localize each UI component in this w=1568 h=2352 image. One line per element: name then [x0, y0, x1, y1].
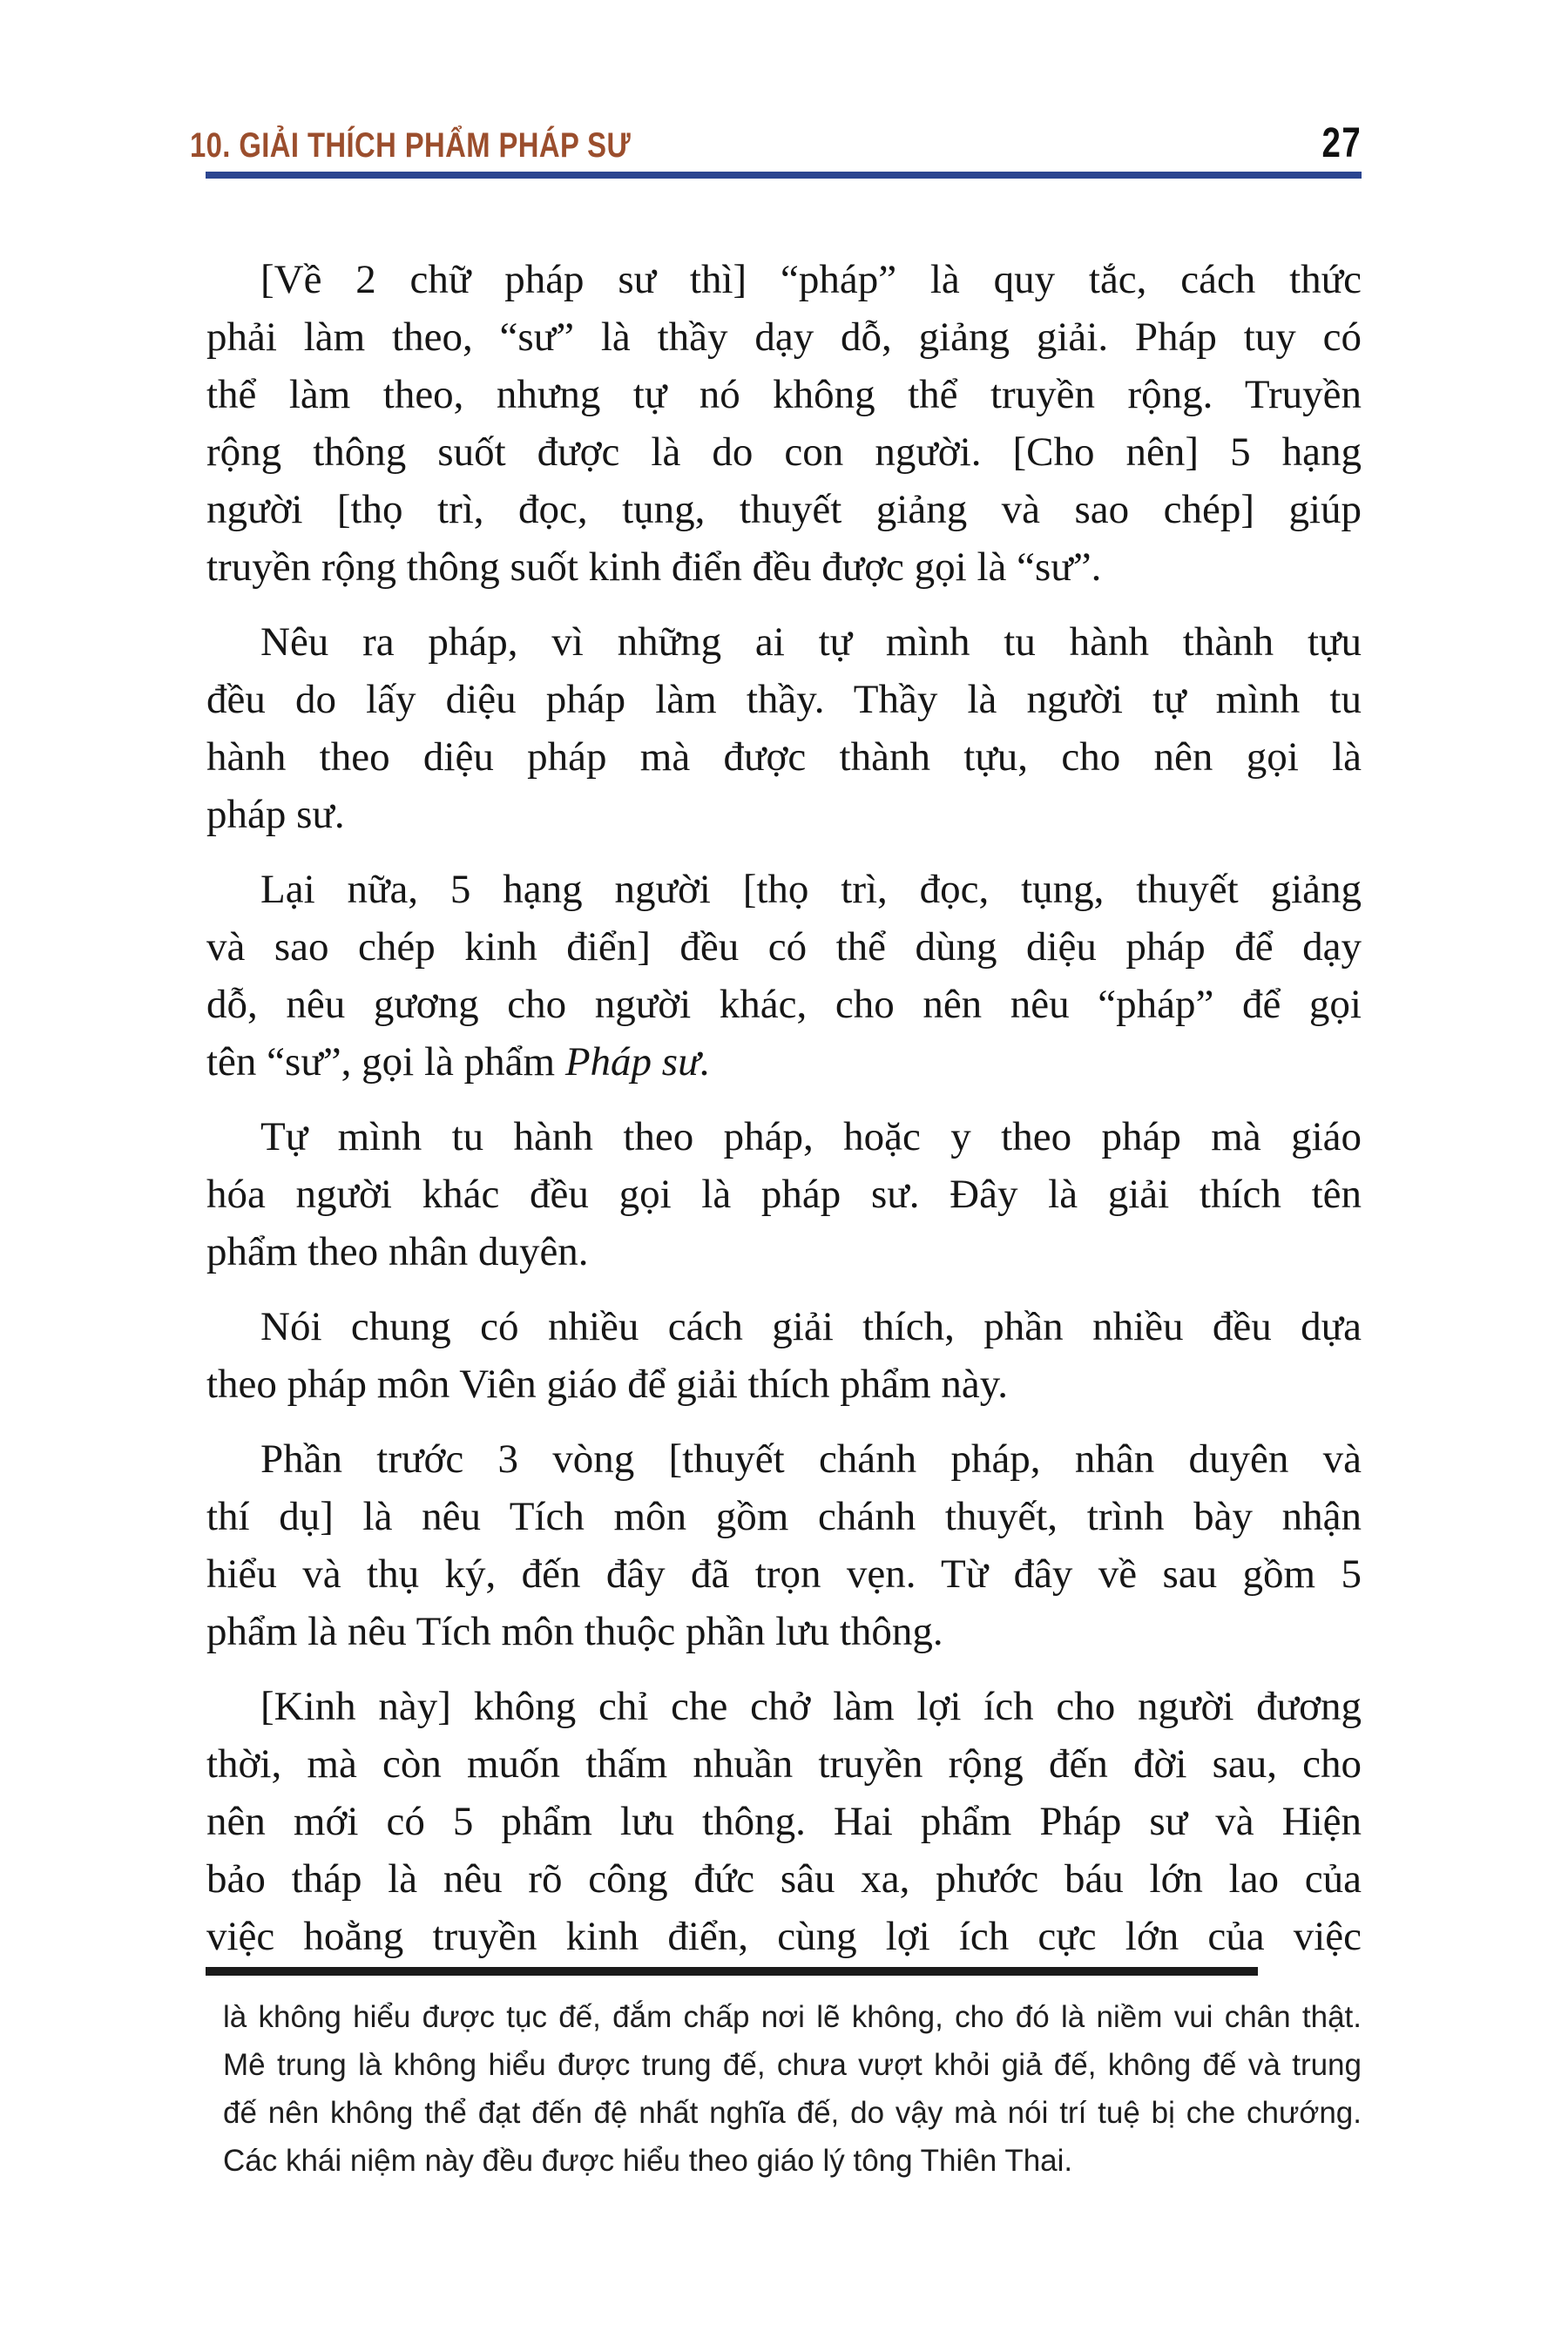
text-line: phẩm theo nhân duyên.	[206, 1229, 589, 1274]
text-line	[206, 1033, 1362, 1091]
running-header	[190, 120, 1362, 172]
footnote-rule	[206, 1967, 1258, 1976]
text-line: nên mới có 5 phẩm lưu thông. Hai phẩm Pháp sư và Hiện	[206, 1799, 1362, 1844]
text-line: Lại nữa, 5 hạng người [thọ trì, đọc, tụng, thuyết giảng	[260, 867, 1362, 912]
paragraph-6	[206, 1430, 1362, 1660]
paragraph-4	[206, 1108, 1362, 1281]
chapter-title: 10. GIẢI THÍCH PHẨM PHÁP SƯ	[190, 126, 632, 165]
footnote	[223, 1993, 1362, 2185]
text-line: hóa người khác đều gọi là pháp sư. Đây là giải thích tên	[206, 1172, 1362, 1217]
text-line: việc hoằng truyền kinh điển, cùng lợi ích cực lớn của việc	[206, 1914, 1362, 1959]
text-line: theo pháp môn Viên giáo để giải thích phẩm này.	[206, 1362, 1008, 1407]
text-line: Phần trước 3 vòng [thuyết chánh pháp, nhân duyên và	[260, 1436, 1362, 1482]
text-line: thể làm theo, nhưng tự nó không thể truyền rộng. Truyền	[206, 372, 1362, 417]
text-line: dỗ, nêu gương cho người khác, cho nên nêu “pháp” để gọi	[206, 982, 1362, 1027]
text-line: đều do lấy diệu pháp làm thầy. Thầy là người tự mình tu	[206, 677, 1362, 722]
page-number: 27	[1321, 120, 1362, 166]
paragraph-5	[206, 1298, 1362, 1413]
text-line: Nói chung có nhiều cách giải thích, phần nhiều đều dựa	[260, 1304, 1362, 1349]
header-rule	[206, 172, 1362, 179]
text-line: hành theo diệu pháp mà được thành tựu, cho nên gọi là	[206, 734, 1362, 780]
text-run: tên “sư”, gọi là phẩm	[206, 1039, 565, 1085]
text-line: Nêu ra pháp, vì những ai tự mình tu hành thành tựu	[260, 619, 1362, 665]
text-line: người [thọ trì, đọc, tụng, thuyết giảng và sao chép] giúp	[206, 487, 1362, 532]
paragraph-2	[206, 613, 1362, 843]
text-line: và sao chép kinh điển] đều có thể dùng diệu pháp để dạy	[206, 924, 1362, 970]
text-line: rộng thông suốt được là do con người. [Cho nên] 5 hạng	[206, 429, 1362, 475]
footnote-line: Mê trung là không hiểu được trung đế, chưa vượt khỏi giả đế, không đế và trung	[223, 2048, 1362, 2082]
italic-chapter-name: Pháp sư.	[564, 1039, 711, 1085]
text-line: thí dụ] là nêu Tích môn gồm chánh thuyết, trình bày nhận	[206, 1494, 1362, 1539]
text-line: [Về 2 chữ pháp sư thì] “pháp” là quy tắc, cách thức	[260, 257, 1362, 302]
text-line: truyền rộng thông suốt kinh điển đều được gọi là “sư”.	[206, 544, 1102, 590]
body-text	[206, 251, 1362, 1965]
paragraph-7	[206, 1678, 1362, 1965]
text-line: hiểu và thụ ký, đến đây đã trọn vẹn. Từ đây về sau gồm 5	[206, 1551, 1362, 1597]
text-line: bảo tháp là nêu rõ công đức sâu xa, phước báu lớn lao của	[206, 1856, 1362, 1902]
paragraph-1	[206, 251, 1362, 596]
text-line: Tự mình tu hành theo pháp, hoặc y theo pháp mà giáo	[260, 1114, 1362, 1159]
paragraph-3	[206, 861, 1362, 1091]
text-line: phẩm là nêu Tích môn thuộc phần lưu thông.	[206, 1609, 943, 1654]
text-line: thời, mà còn muốn thấm nhuần truyền rộng đến đời sau, cho	[206, 1741, 1362, 1787]
text-line: [Kinh này] không chỉ che chở làm lợi ích cho người đương	[260, 1684, 1362, 1729]
footnote-line: Các khái niệm này đều được hiểu theo giáo lý tông Thiên Thai.	[223, 2144, 1073, 2178]
footnote-line: đế nên không thể đạt đến đệ nhất nghĩa đế, do vậy mà nói trí tuệ bị che chướng.	[223, 2096, 1362, 2130]
text-line: phải làm theo, “sư” là thầy dạy dỗ, giảng giải. Pháp tuy có	[206, 314, 1362, 360]
text-line: pháp sư.	[206, 792, 345, 837]
footnote-line: là không hiểu được tục đế, đắm chấp nơi lẽ không, cho đó là niềm vui chân thật.	[223, 2000, 1362, 2034]
